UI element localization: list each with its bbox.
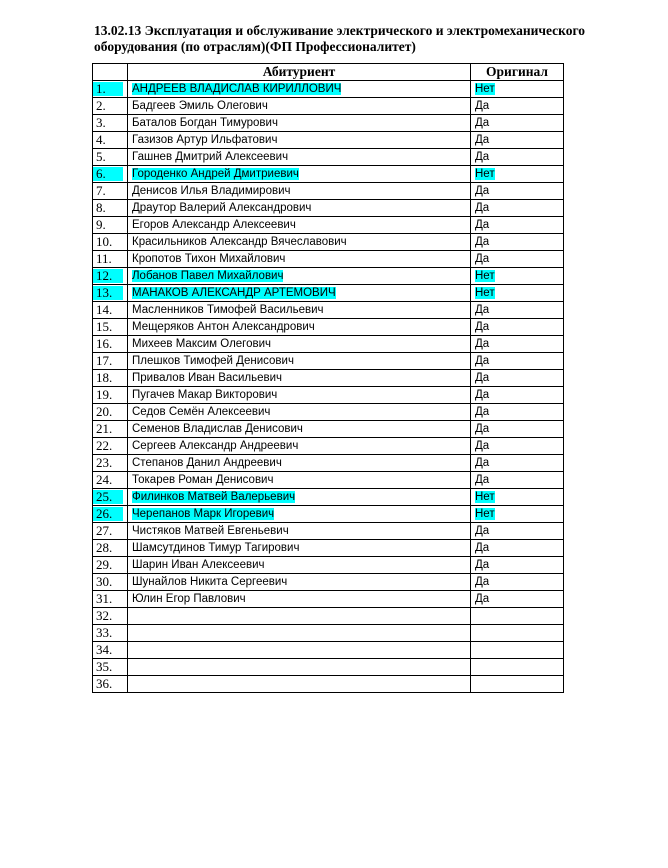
row-number [93, 115, 128, 132]
row-number-text: 27. [96, 523, 113, 538]
row-number [93, 98, 128, 115]
original-status [471, 149, 564, 166]
applicant-name [128, 489, 471, 506]
row-number [93, 642, 128, 659]
table-row [93, 659, 564, 676]
table-row [93, 676, 564, 693]
applicant-name-text: Кропотов Тихон Михайлович [132, 252, 286, 265]
original-status-text: Да [475, 235, 490, 248]
header-number-cell [93, 64, 128, 81]
table-row [93, 574, 564, 591]
original-status [471, 608, 564, 625]
row-number [93, 540, 128, 557]
applicant-name-text: Денисов Илья Владимирович [132, 184, 291, 197]
applicant-name [128, 81, 471, 98]
row-number-text: 21. [96, 421, 113, 436]
row-number [93, 455, 128, 472]
table-row [93, 132, 564, 149]
row-number [93, 625, 128, 642]
row-number-text: 15. [96, 319, 113, 334]
row-number [93, 591, 128, 608]
row-number [93, 319, 128, 336]
original-status-text: Да [475, 405, 490, 418]
original-status [471, 183, 564, 200]
applicant-name [128, 506, 471, 523]
applicant-name-text: Городенко Андрей Дмитриевич [132, 167, 299, 180]
original-status [471, 421, 564, 438]
applicant-name-text: Пугачев Макар Викторович [132, 388, 278, 401]
table-row [93, 217, 564, 234]
applicant-name-text: Лобанов Павел Михайлович [132, 269, 284, 282]
applicant-name-text: Драутор Валерий Александрович [132, 201, 312, 214]
table-row [93, 234, 564, 251]
applicant-name-text: Красильников Александр Вячеславович [132, 235, 347, 248]
applicant-name [128, 200, 471, 217]
table-row [93, 557, 564, 574]
applicant-name [128, 319, 471, 336]
applicants-tbody [93, 81, 564, 693]
applicant-name [128, 353, 471, 370]
applicant-name [128, 217, 471, 234]
original-status [471, 200, 564, 217]
applicant-name-text: Черепанов Марк Игоревич [132, 507, 275, 520]
row-number [93, 353, 128, 370]
table-row [93, 166, 564, 183]
applicant-name-text: Привалов Иван Васильевич [132, 371, 283, 384]
applicant-name-text: АНДРЕЕВ ВЛАДИСЛАВ КИРИЛЛОВИЧ [132, 82, 342, 95]
table-row [93, 591, 564, 608]
applicant-name [128, 659, 471, 676]
row-number-text: 8. [96, 200, 106, 215]
applicant-name-text: Баталов Богдан Тимурович [132, 116, 278, 129]
table-row [93, 285, 564, 302]
original-status [471, 404, 564, 421]
applicant-name [128, 421, 471, 438]
applicants-table [92, 63, 564, 693]
original-status [471, 115, 564, 132]
table-row [93, 387, 564, 404]
applicant-name-text: Степанов Данил Андреевич [132, 456, 282, 469]
original-status-text: Да [475, 201, 490, 214]
row-number-text: 13. [93, 286, 123, 300]
table-row [93, 404, 564, 421]
row-number-text: 31. [96, 591, 113, 606]
applicant-name-text: МАНАКОВ АЛЕКСАНДР АРТЕМОВИЧ [132, 286, 336, 299]
table-row [93, 370, 564, 387]
row-number [93, 557, 128, 574]
table-row [93, 472, 564, 489]
applicant-name [128, 574, 471, 591]
row-number-text: 5. [96, 149, 106, 164]
row-number-text: 10. [96, 234, 113, 249]
applicant-name [128, 370, 471, 387]
applicant-name-text: Седов Семён Алексеевич [132, 405, 271, 418]
table-row [93, 353, 564, 370]
table-row [93, 523, 564, 540]
table-row [93, 98, 564, 115]
table-row [93, 302, 564, 319]
original-status-text: Да [475, 422, 490, 435]
row-number [93, 251, 128, 268]
applicant-name-text: Мещеряков Антон Александрович [132, 320, 315, 333]
row-number [93, 132, 128, 149]
row-number-text: 22. [96, 438, 113, 453]
applicant-name [128, 251, 471, 268]
original-status-text: Да [475, 388, 490, 401]
applicant-name [128, 115, 471, 132]
header-applicant: Абитуриент [128, 64, 471, 81]
header-row [93, 64, 564, 81]
original-status [471, 659, 564, 676]
applicant-name-text: Токарев Роман Денисович [132, 473, 274, 486]
applicant-name-text: Шарин Иван Алексеевич [132, 558, 265, 571]
row-number-text: 32. [96, 608, 113, 623]
applicant-name [128, 268, 471, 285]
original-status [471, 98, 564, 115]
original-status-text: Да [475, 133, 490, 146]
applicant-name-text: Семенов Владислав Денисович [132, 422, 303, 435]
original-status-text: Да [475, 558, 490, 571]
original-status-text: Да [475, 371, 490, 384]
table-row [93, 608, 564, 625]
original-status [471, 472, 564, 489]
applicant-name-text: Юлин Егор Павлович [132, 592, 246, 605]
table-row [93, 336, 564, 353]
table-row [93, 149, 564, 166]
original-status [471, 625, 564, 642]
original-status [471, 489, 564, 506]
row-number-text: 16. [96, 336, 113, 351]
row-number-text: 19. [96, 387, 113, 402]
table-row [93, 421, 564, 438]
original-status-text: Да [475, 116, 490, 129]
row-number-text: 12. [93, 269, 123, 283]
original-status [471, 81, 564, 98]
table-row [93, 438, 564, 455]
row-number [93, 183, 128, 200]
row-number-text: 11. [96, 251, 112, 266]
original-status [471, 523, 564, 540]
row-number [93, 149, 128, 166]
applicant-name [128, 98, 471, 115]
row-number-text: 24. [96, 472, 113, 487]
table-row [93, 81, 564, 98]
applicant-name [128, 404, 471, 421]
original-status-text: Нет [475, 167, 495, 180]
applicant-name [128, 523, 471, 540]
applicant-name-text: Филинков Матвей Валерьевич [132, 490, 296, 503]
original-status-text: Да [475, 99, 490, 112]
row-number [93, 608, 128, 625]
table-row [93, 540, 564, 557]
applicant-name [128, 438, 471, 455]
row-number [93, 200, 128, 217]
row-number [93, 370, 128, 387]
applicant-name [128, 557, 471, 574]
table-row [93, 200, 564, 217]
original-status [471, 285, 564, 302]
applicant-name-text: Михеев Максим Олегович [132, 337, 272, 350]
original-status-text: Да [475, 354, 490, 367]
table-row [93, 183, 564, 200]
applicant-name-text: Газизов Артур Ильфатович [132, 133, 278, 146]
original-status-text: Да [475, 473, 490, 486]
row-number-text: 33. [96, 625, 113, 640]
original-status [471, 506, 564, 523]
original-status-text: Нет [475, 82, 495, 95]
row-number-text: 17. [96, 353, 113, 368]
applicant-name [128, 625, 471, 642]
applicant-name [128, 166, 471, 183]
row-number [93, 574, 128, 591]
original-status [471, 166, 564, 183]
row-number-text: 20. [96, 404, 113, 419]
original-status-text: Нет [475, 507, 495, 520]
row-number [93, 387, 128, 404]
applicant-name [128, 608, 471, 625]
original-status [471, 217, 564, 234]
applicant-name-text: Плешков Тимофей Денисович [132, 354, 294, 367]
applicant-name [128, 676, 471, 693]
original-status [471, 540, 564, 557]
page-title [94, 23, 616, 55]
original-status [471, 574, 564, 591]
applicant-name [128, 336, 471, 353]
original-status [471, 387, 564, 404]
original-status-text: Нет [475, 286, 495, 299]
row-number [93, 438, 128, 455]
applicant-name-text: Чистяков Матвей Евгеньевич [132, 524, 289, 537]
applicant-name-text: Бадгеев Эмиль Олегович [132, 99, 268, 112]
original-status [471, 370, 564, 387]
row-number-text: 35. [96, 659, 113, 674]
row-number [93, 404, 128, 421]
original-status [471, 234, 564, 251]
applicant-name-text: Гашнев Дмитрий Алексеевич [132, 150, 289, 163]
applicant-name [128, 472, 471, 489]
table-row [93, 455, 564, 472]
row-number-text: 6. [93, 167, 123, 181]
row-number [93, 506, 128, 523]
row-number-text: 3. [96, 115, 106, 130]
row-number [93, 676, 128, 693]
applicant-name [128, 132, 471, 149]
row-number-text: 25. [93, 490, 123, 504]
row-number-text: 18. [96, 370, 113, 385]
row-number [93, 268, 128, 285]
applicant-name-text: Шунайлов Никита Сергеевич [132, 575, 288, 588]
original-status-text: Да [475, 439, 490, 452]
row-number [93, 285, 128, 302]
table-row [93, 642, 564, 659]
row-number-text: 29. [96, 557, 113, 572]
row-number-text: 4. [96, 132, 106, 147]
original-status [471, 251, 564, 268]
original-status-text: Да [475, 575, 490, 588]
row-number [93, 302, 128, 319]
original-status [471, 132, 564, 149]
applicant-name-text: Масленников Тимофей Васильевич [132, 303, 324, 316]
table-row [93, 251, 564, 268]
table-row [93, 506, 564, 523]
applicant-name [128, 285, 471, 302]
original-status [471, 455, 564, 472]
original-status-text: Да [475, 456, 490, 469]
row-number-text: 34. [96, 642, 113, 657]
applicant-name [128, 642, 471, 659]
original-status-text: Да [475, 218, 490, 231]
row-number [93, 421, 128, 438]
applicant-name [128, 302, 471, 319]
row-number-text: 14. [96, 302, 113, 317]
original-status-text: Да [475, 184, 490, 197]
row-number-text: 1. [93, 82, 123, 96]
original-status [471, 268, 564, 285]
original-status-text: Да [475, 150, 490, 163]
original-status-text: Да [475, 592, 490, 605]
original-status-text: Да [475, 337, 490, 350]
row-number [93, 523, 128, 540]
applicant-name [128, 540, 471, 557]
original-status [471, 676, 564, 693]
applicant-name [128, 183, 471, 200]
original-status-text: Нет [475, 490, 495, 503]
original-status [471, 557, 564, 574]
table-row [93, 625, 564, 642]
applicant-name [128, 455, 471, 472]
table-row [93, 319, 564, 336]
page-title-line2: оборудования (по отраслям)(ФП Профессионалитет) [94, 39, 416, 54]
original-status [471, 336, 564, 353]
original-status-text: Да [475, 320, 490, 333]
header-original: Оригинал [471, 64, 564, 81]
original-status [471, 319, 564, 336]
applicant-name [128, 387, 471, 404]
original-status [471, 302, 564, 319]
row-number-text: 23. [96, 455, 113, 470]
row-number-text: 2. [96, 98, 106, 113]
applicant-name [128, 591, 471, 608]
original-status-text: Нет [475, 269, 495, 282]
original-status [471, 438, 564, 455]
table-row [93, 268, 564, 285]
row-number-text: 9. [96, 217, 106, 232]
row-number-text: 7. [96, 183, 106, 198]
original-status-text: Да [475, 541, 490, 554]
table-row [93, 115, 564, 132]
applicant-name [128, 234, 471, 251]
row-number [93, 217, 128, 234]
original-status-text: Да [475, 303, 490, 316]
applicant-name-text: Сергеев Александр Андреевич [132, 439, 299, 452]
original-status-text: Да [475, 524, 490, 537]
row-number [93, 336, 128, 353]
row-number [93, 489, 128, 506]
original-status [471, 353, 564, 370]
row-number-text: 30. [96, 574, 113, 589]
page-title-line1: 13.02.13 Эксплуатация и обслуживание электрического и электромеханического [94, 23, 586, 38]
original-status-text: Да [475, 252, 490, 265]
row-number [93, 659, 128, 676]
row-number-text: 36. [96, 676, 113, 691]
original-status [471, 642, 564, 659]
row-number [93, 472, 128, 489]
row-number [93, 81, 128, 98]
row-number [93, 234, 128, 251]
row-number [93, 166, 128, 183]
row-number-text: 28. [96, 540, 113, 555]
original-status [471, 591, 564, 608]
table-row [93, 489, 564, 506]
applicant-name-text: Шамсутдинов Тимур Тагирович [132, 541, 300, 554]
applicant-name-text: Егоров Александр Алексеевич [132, 218, 296, 231]
row-number-text: 26. [93, 507, 123, 521]
applicant-name [128, 149, 471, 166]
